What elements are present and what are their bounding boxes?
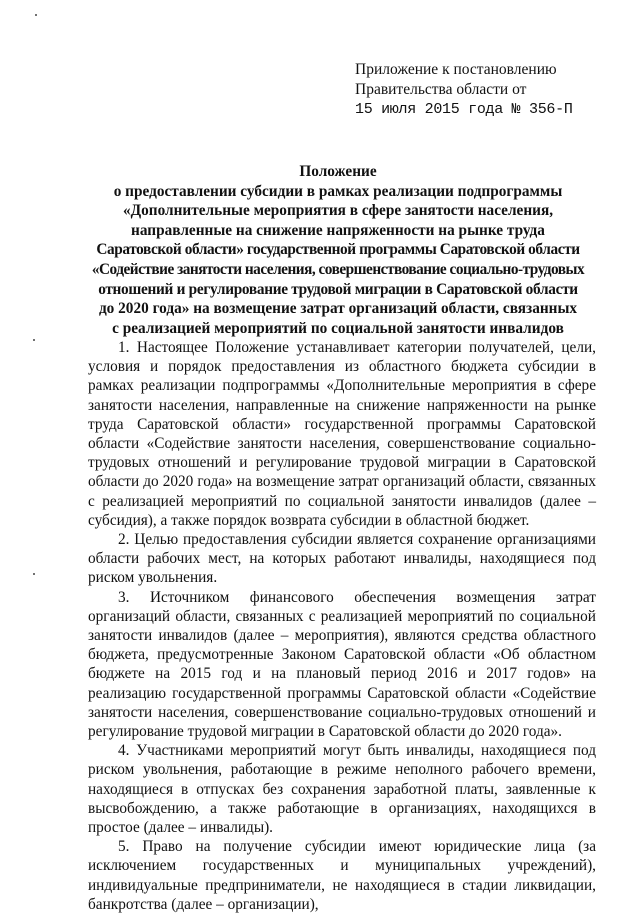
appendix-line-1: Приложение к постановлению — [355, 61, 557, 78]
title-line: «Дополнительные мероприятия в сфере занятости населения, — [122, 202, 554, 220]
scan-speck — [33, 339, 35, 341]
title-heading: Положение — [299, 163, 377, 180]
scan-speck — [33, 573, 35, 575]
title-line: «Содействие занятости населения, совершенствование социально-трудовых — [91, 260, 585, 278]
title-line: о предоставлении субсидии в рамках реализации подпрограммы — [113, 182, 563, 200]
title-line: до 2020 года» на возмещение затрат организаций области, связанных — [98, 300, 578, 318]
title-line: направленные на снижение напряженности на рынке труда — [131, 221, 545, 239]
document-body — [88, 338, 596, 914]
scan-speck — [35, 14, 37, 16]
paragraph-5: 5. Право на получение субсидии имеют юридические лица (за исключением государственных и муниципальных учреждений), индивидуальные предприниматели, не находящиеся в стадии ликвидации, банкротства (далее – организации), — [88, 838, 596, 913]
paragraph-1: 1. Настоящее Положение устанавливает категории получателей, цели, условия и порядок предоставления из областного бюджета субсидии в рамках реализации подпрограммы «Дополнительные мероприятия в сфере занятости населения, направленные на снижение напряженности на рынке труда Саратовской области» государственной программы Саратовской области «Содействие занятости населения, совершенствование социально-трудовых отношений и регулирование трудовой миграции в Саратовской области до 2020 года» на возмещение затрат организаций области, связанных с реализацией мероприятий по социальной занятости инвалидов (далее – субсидия), а также порядок возврата субсидии в областной бюджет. — [88, 339, 596, 529]
paragraph-3: 3. Источником финансового обеспечения возмещения затрат организаций области, связанных с реализацией мероприятий по социальной занятости инвалидов (далее – мероприятия), являются средства областного бюджета, предусмотренные Законом Саратовской области «Об областном бюджете на 2015 год и на плановый период 2016 и 2017 годов» на реализацию государственной программы Саратовской области «Содействие занятости населения, совершенствование социально-трудовых отношений и регулирование трудовой миграции в Саратовской области до 2020 года». — [88, 588, 596, 741]
paragraph-4: 4. Участниками мероприятий могут быть инвалиды, находящиеся под риском увольнения, работающие в режиме неполного рабочего времени, находящиеся в отпусках без сохранения заработной платы, заявленные к высвобождению, а также работающие в организациях, находящихся в простое (далее – инвалиды). — [88, 742, 596, 837]
appendix-line-2: Правительства области от — [355, 81, 527, 98]
title-line: с реализацией мероприятий по социальной занятости инвалидов — [112, 319, 564, 337]
appendix-header — [355, 60, 615, 120]
document-title — [88, 162, 588, 338]
appendix-date-number: 15 июля 2015 года № 356-П — [355, 101, 573, 118]
paragraph-2: 2. Целью предоставления субсидии является сохранение организациями области рабочих мест, на которых работают инвалиды, находящиеся под риском увольнения. — [88, 531, 596, 587]
title-line: отношений и регулирование трудовой миграции в Саратовской области — [98, 280, 578, 298]
title-line: Саратовской области» государственной программы Саратовской области — [96, 241, 580, 259]
